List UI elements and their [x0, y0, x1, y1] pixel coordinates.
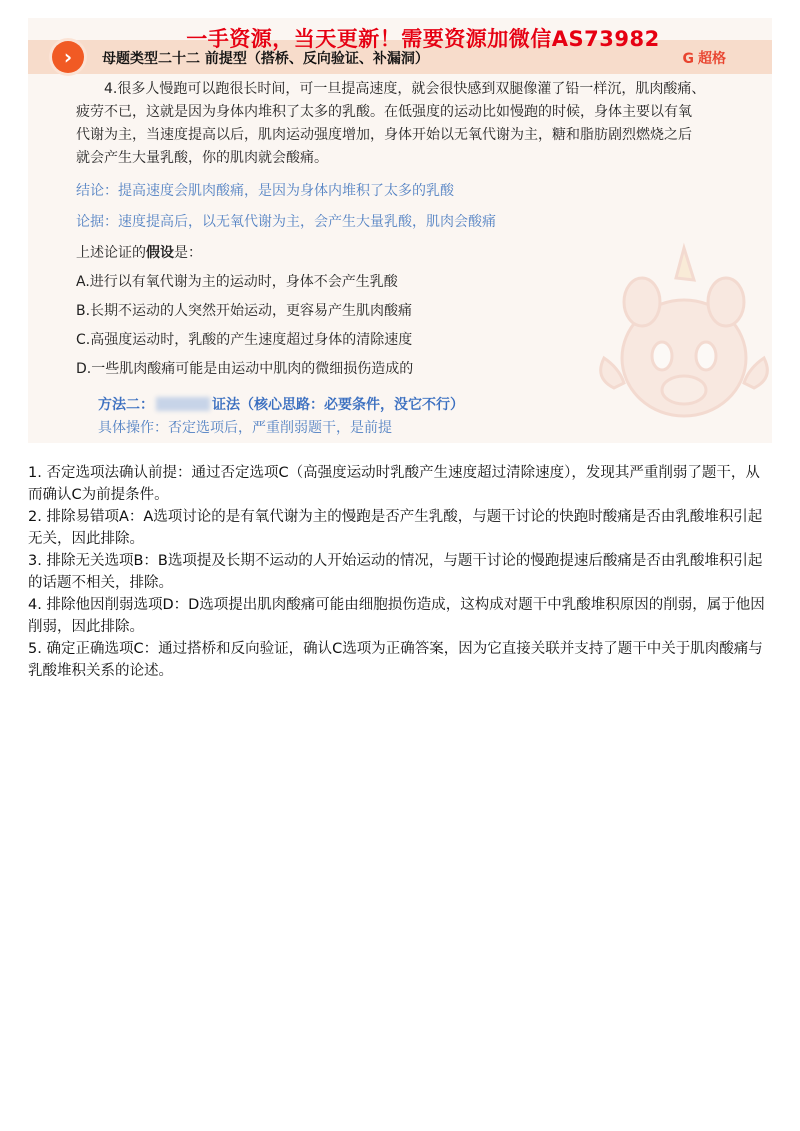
- question-line: 代谢为主，当速度提高以后，肌肉运动强度增加，身体开始以无氧代谢为主，糖和脂肪剧烈燃烧之后: [76, 127, 692, 143]
- explanation-item: 2. 排除易错项A：A选项讨论的是有氧代谢为主的慢跑是否产生乳酸，与题干讨论的快跑时酸痛是否由乳酸堆积引起无关，因此排除。: [28, 509, 763, 547]
- lesson-slide: [28, 18, 772, 443]
- option-c: C.高强度运动时，乳酸的产生速度超过身体的清除速度: [76, 332, 413, 348]
- unicorn-mascot-icon: [584, 238, 772, 438]
- question-line: 4.很多人慢跑可以跑很长时间，可一旦提高速度，就会很快感到双腿像灌了铅一样沉，肌肉酸痛、: [104, 81, 706, 97]
- explanation-list: [28, 462, 772, 682]
- question-line: 就会产生大量乳酸，你的肌肉就会酸痛。: [76, 150, 328, 166]
- explanation-item: 5. 确定正确选项C：通过搭桥和反向验证，确认C选项为正确答案，因为它直接关联并支持了题干中关于肌肉酸痛与乳酸堆积关系的论述。: [28, 641, 763, 679]
- method-prefix: 方法二：: [98, 397, 154, 413]
- method-title: [98, 394, 464, 414]
- explanation-item: 4. 排除他因削弱选项D：D选项提出肌肉酸痛可能由细胞损伤造成，这构成对题干中乳酸堆积原因的削弱，属于他因削弱，因此排除。: [28, 597, 765, 635]
- method-operation: 具体操作：否定选项后，严重削弱题干，是前提: [98, 420, 392, 436]
- section-title: 母题类型二十二 前提型（搭桥、反向验证、补漏洞）: [102, 51, 429, 67]
- stem-keyword: 假设: [146, 245, 174, 261]
- option-a: A.进行以有氧代谢为主的运动时，身体不会产生乳酸: [76, 274, 398, 290]
- option-b: B.长期不运动的人突然开始运动，更容易产生肌肉酸痛: [76, 303, 413, 319]
- explanation-item: 3. 排除无关选项B：B选项提及长期不运动的人开始运动的情况，与题干讨论的慢跑提速后酸痛是否由乳酸堆积引起的话题不相关，排除。: [28, 553, 763, 591]
- question-text: [76, 78, 766, 170]
- explanation-item: 1. 否定选项法确认前提：通过否定选项C（高强度运动时乳酸产生速度超过清除速度），发现其严重削弱了题干，从而确认C为前提条件。: [28, 465, 760, 503]
- watermark-banner: 一手资源，当天更新！需要资源加微信AS73982: [186, 27, 660, 51]
- chevron-right-icon: ›: [52, 41, 84, 73]
- argument-note: 论据：速度提高后，以无氧代谢为主，会产生大量乳酸，肌肉会酸痛: [76, 214, 496, 230]
- conclusion-note: 结论：提高速度会肌肉酸痛，是因为身体内堆积了太多的乳酸: [76, 183, 454, 199]
- option-d: D.一些肌肉酸痛可能是由运动中肌肉的微细损伤造成的: [76, 361, 414, 377]
- question-stem: [76, 242, 202, 262]
- question-line: 疲劳不已，这就是因为身体内堆积了太多的乳酸。在低强度的运动比如慢跑的时候，身体主要以有氧: [76, 104, 692, 120]
- method-suffix: 证法（核心思路：必要条件，没它不行）: [212, 397, 464, 413]
- brand-name: 超格: [698, 51, 726, 67]
- stem-suffix: 是：: [174, 245, 202, 261]
- redacted-text: [156, 397, 210, 411]
- brand-g-icon: G: [682, 51, 694, 67]
- stem-prefix: 上述论证的: [76, 245, 146, 261]
